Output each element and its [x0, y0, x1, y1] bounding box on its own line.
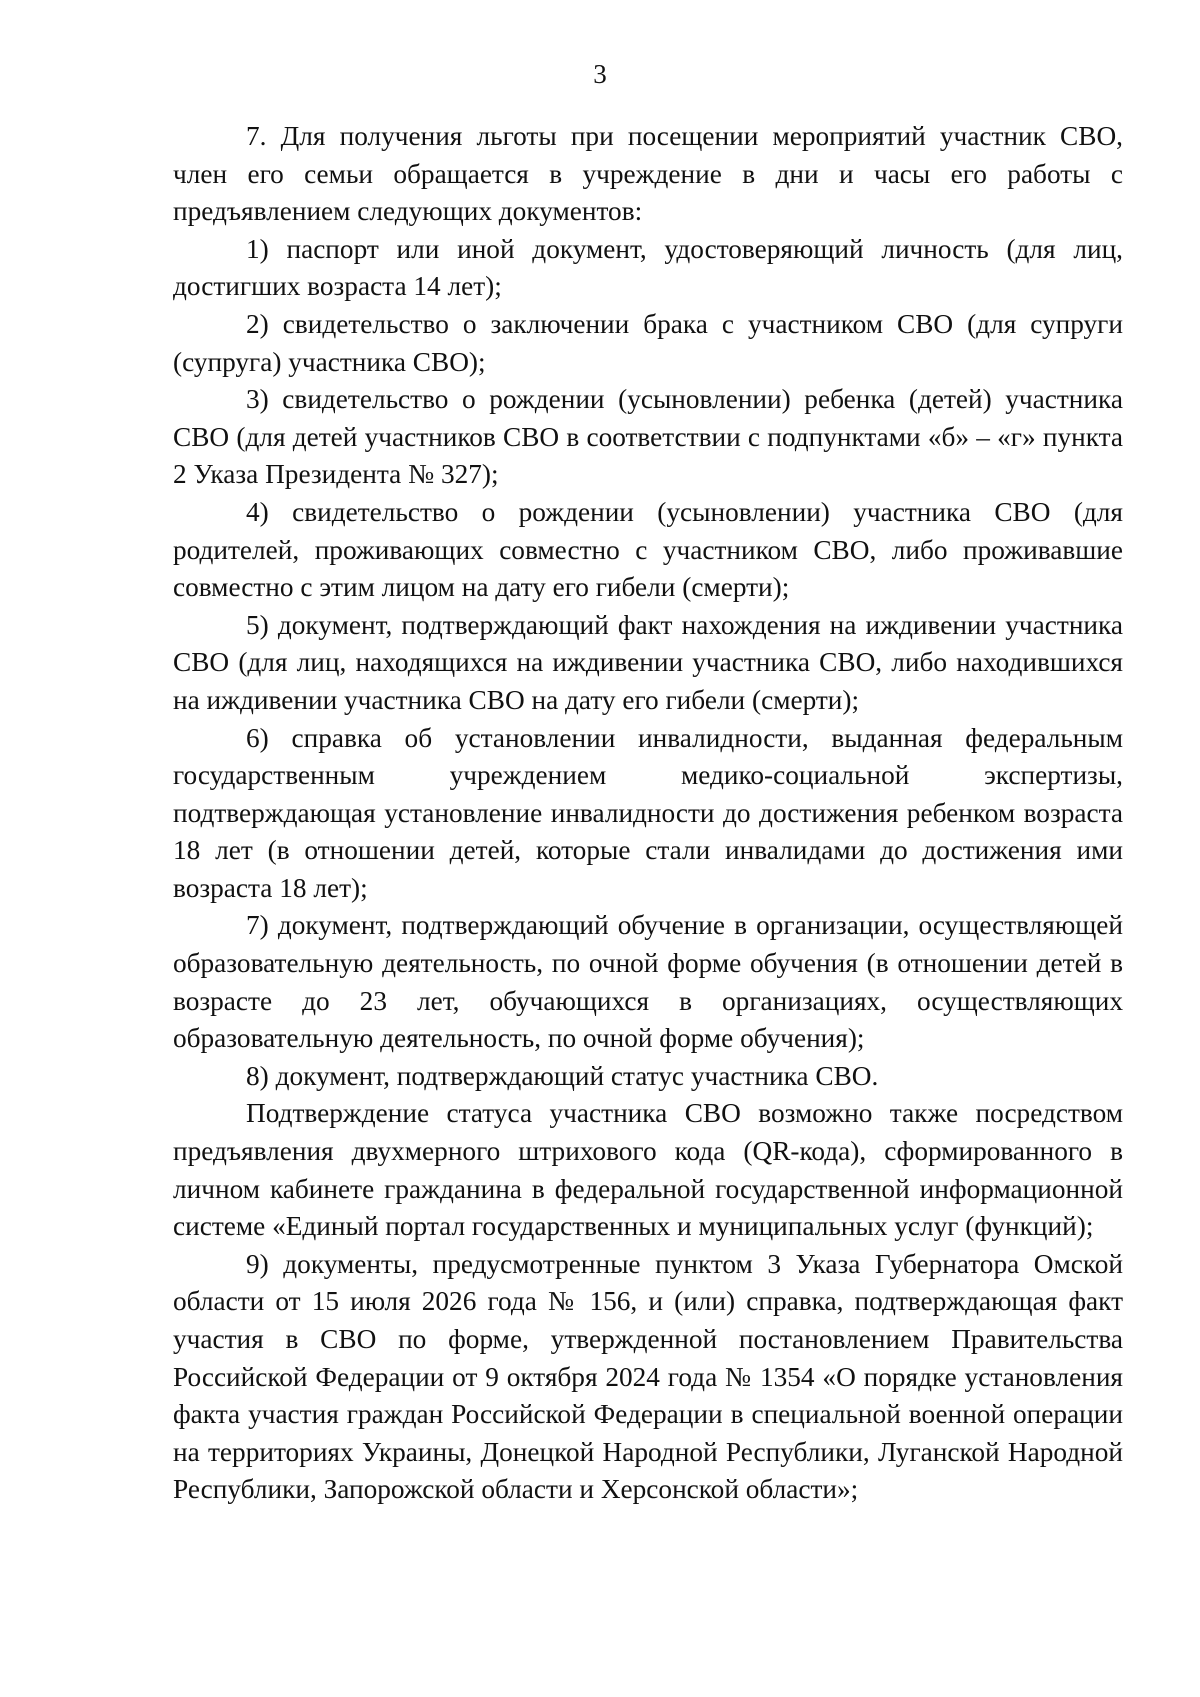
list-item-passport: 1) паспорт или иной документ, удостоверяющий личность (для лиц, достигших возраста 14 лет);: [173, 233, 1123, 302]
list-item-dependency-document: 5) документ, подтверждающий факт нахождения на иждивении участника СВО (для лиц, находящихся на иждивении участника СВО, либо находившихся на иждивении участника СВО на дату его гибели (смерти);: [173, 609, 1123, 715]
paragraph-qr-code: Подтверждение статуса участника СВО возможно также посредством предъявления двухмерного штрихового кода (QR-кода), сформированного в личном кабинете гражданина в федеральной государственной информационной системе «Единый портал государственных и муниципальных услуг (функций);: [173, 1098, 1123, 1242]
list-item-education-document: 7) документ, подтверждающий обучение в организации, осуществляющей образовательную деятельность, по очной форме обучения (в отношении детей в возрасте до 23 лет, обучающихся в организациях, осуществляющих образовательную деятельность, по очной форме обучения);: [173, 910, 1123, 1054]
list-item-marriage-certificate: 2) свидетельство о заключении брака с участником СВО (для супруги (супруга) участника СВО);: [173, 308, 1123, 377]
list-item-disability-certificate: 6) справка об установлении инвалидности, выданная федеральным государственным учреждением медико-социальной экспертизы, подтверждающая установление инвалидности до достижения ребенком возраста 18 лет (в отношении детей, которые стали инвалидами до достижения ими возраста 18 лет);: [173, 722, 1123, 903]
list-item-participant-birth-certificate: 4) свидетельство о рождении (усыновлении) участника СВО (для родителей, проживающих совместно с участником СВО, либо проживавшие совместно с этим лицом на дату его гибели (смерти);: [173, 496, 1123, 603]
document-body: [173, 118, 1123, 1509]
page-number: 3: [593, 59, 607, 89]
list-item-child-birth-certificate: 3) свидетельство о рождении (усыновлении) ребенка (детей) участника СВО (для детей участников СВО в соответствии с подпунктами «б» – «г» пункта 2 Указа Президента № 327);: [173, 384, 1123, 490]
list-item-governor-decree-documents: 9) документы, предусмотренные пунктом 3 Указа Губернатора Омской области от 15 июля 2026 года № 156, и (или) справка, подтверждающая факт участия в СВО по форме, утвержденной постановлением Правительства Российской Федерации от 9 октября 2024 года № 1354 «О порядке установления факта участия граждан Российской Федерации в специальной военной операции на территориях Украины, Донецкой Народной Республики, Луганской Народной Республики, Запорожской области и Херсонской области»;: [173, 1248, 1123, 1505]
paragraph-item-7-intro: 7. Для получения льготы при посещении мероприятий участник СВО, член его семьи обращается в учреждение в дни и часы его работы с предъявлением следующих документов:: [173, 121, 1123, 227]
list-item-status-document: 8) документ, подтверждающий статус участника СВО.: [246, 1060, 879, 1091]
